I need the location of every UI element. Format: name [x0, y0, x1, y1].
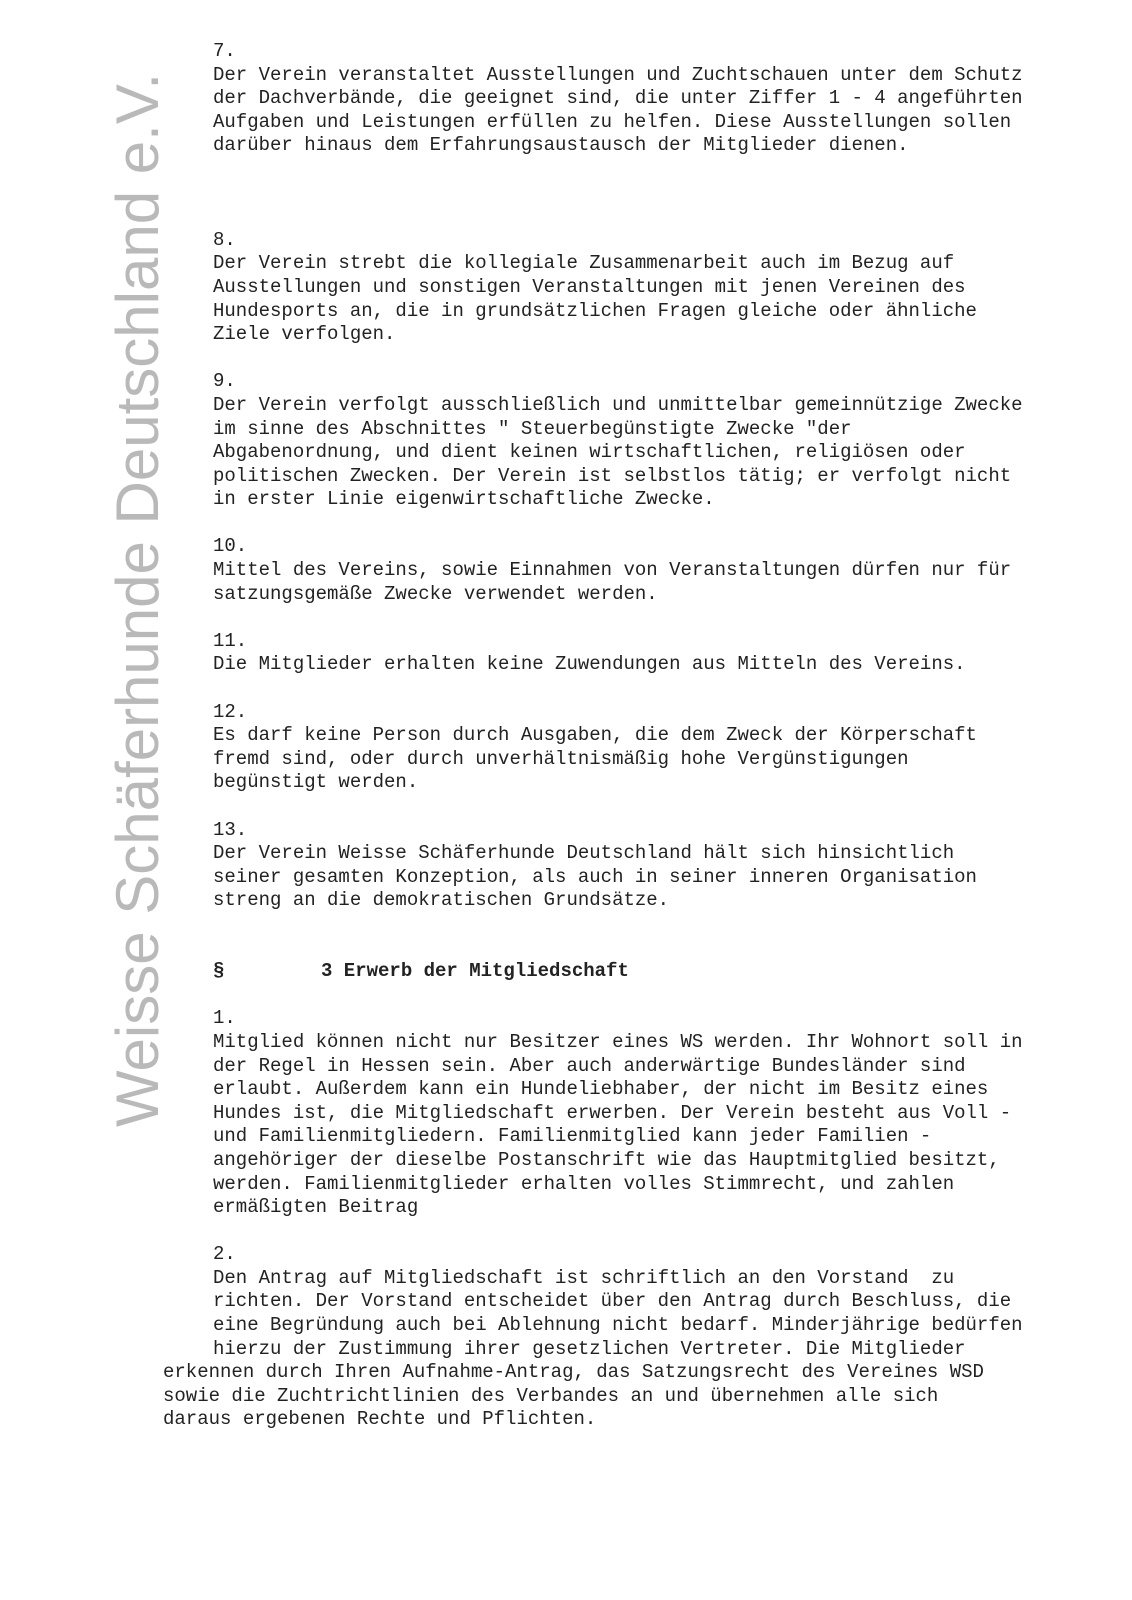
- text-line: begünstigt werden.: [213, 771, 419, 794]
- text-line: erkennen durch Ihren Aufnahme-Antrag, das Satzungsrecht des Vereines WSD: [163, 1361, 984, 1384]
- paragraph-2: [163, 1243, 1103, 1432]
- text-line: Mitglied können nicht nur Besitzer eines WS werden. Ihr Wohnort soll in: [213, 1030, 1023, 1053]
- text-line: Der Verein strebt die kollegiale Zusammenarbeit auch im Bezug auf: [213, 252, 955, 275]
- text-line: Es darf keine Person durch Ausgaben, die dem Zweck der Körperschaft: [213, 724, 977, 747]
- text-line: der Regel in Hessen sein. Aber auch anderwärtige Bundesländer sind: [213, 1054, 966, 1077]
- section-11: [213, 630, 1103, 677]
- text-line: richten. Der Vorstand entscheidet über den Antrag durch Beschluss, die: [213, 1290, 1012, 1313]
- text-line: sowie die Zuchtrichtlinien des Verbandes an und übernehmen alle sich: [163, 1384, 939, 1407]
- text-line: daraus ergebenen Rechte und Pflichten.: [163, 1408, 597, 1431]
- section-number: 8.: [213, 228, 236, 251]
- watermark-vertical: Weisse Schäferhunde Deutschland e.V.: [104, 73, 171, 1128]
- paragraph-1: [213, 1007, 1103, 1219]
- text-line: Der Verein verfolgt ausschließlich und unmittelbar gemeinnützige Zwecke: [213, 393, 1023, 416]
- text-line: Ziele verfolgen.: [213, 323, 396, 346]
- text-line: ermäßigten Beitrag: [213, 1196, 419, 1219]
- section-number: 1.: [213, 1007, 236, 1030]
- text-line: Hundesports an, die in grundsätzlichen Fragen gleiche oder ähnliche: [213, 299, 977, 322]
- text-line: politischen Zwecken. Der Verein ist selbstlos tätig; er verfolgt nicht: [213, 464, 1012, 487]
- text-line: im sinne des Abschnittes " Steuerbegünstigte Zwecke "der: [213, 417, 852, 440]
- section-number: 7.: [213, 40, 236, 62]
- section-heading: [213, 960, 1103, 984]
- section-number: 9.: [213, 370, 236, 393]
- text-line: darüber hinaus dem Erfahrungsaustausch der Mitglieder dienen.: [213, 134, 909, 157]
- section-number: 2.: [213, 1243, 236, 1266]
- text-line: Hundes ist, die Mitgliedschaft erwerben. Der Verein besteht aus Voll -: [213, 1101, 1012, 1124]
- text-line: werden. Familienmitglieder erhalten volles Stimmrecht, und zahlen: [213, 1172, 955, 1195]
- section-8: [213, 229, 1103, 347]
- document-body: [163, 40, 1103, 1432]
- text-line: in erster Linie eigenwirtschaftliche Zwecke.: [213, 488, 715, 511]
- text-line: Ausstellungen und sonstigen Veranstaltungen mit jenen Vereinen des: [213, 275, 966, 298]
- section-number: 11.: [213, 629, 248, 652]
- paragraph-symbol: §: [213, 960, 225, 983]
- text-line: angehöriger der dieselbe Postanschrift wie das Hauptmitglied besitzt,: [213, 1148, 1000, 1171]
- heading-title: 3 Erwerb der Mitgliedschaft: [321, 960, 629, 983]
- section-9: [213, 370, 1103, 512]
- text-line: Der Verein Weisse Schäferhunde Deutschland hält sich hinsichtlich: [213, 842, 955, 865]
- text-line: streng an die demokratischen Grundsätze.: [213, 889, 670, 912]
- text-line: eine Begründung auch bei Ablehnung nicht bedarf. Minderjährige bedürfen: [213, 1314, 1023, 1337]
- text-line: der Dachverbände, die geeignet sind, die unter Ziffer 1 - 4 angeführten: [213, 87, 1023, 110]
- text-line: Mittel des Vereins, sowie Einnahmen von Veranstaltungen dürfen nur für: [213, 559, 1012, 582]
- section-10: [213, 535, 1103, 606]
- section-13: [213, 819, 1103, 913]
- text-line: Die Mitglieder erhalten keine Zuwendungen aus Mitteln des Vereins.: [213, 653, 966, 676]
- text-line: seiner gesamten Konzeption, als auch in seiner inneren Organisation: [213, 865, 977, 888]
- section-12: [213, 701, 1103, 795]
- section-number: 12.: [213, 700, 248, 723]
- text-line: Den Antrag auf Mitgliedschaft ist schriftlich an den Vorstand zu: [213, 1266, 955, 1289]
- section-number: 13.: [213, 818, 248, 841]
- text-line: erlaubt. Außerdem kann ein Hundeliebhaber, der nicht im Besitz eines: [213, 1078, 989, 1101]
- text-line: Aufgaben und Leistungen erfüllen zu helfen. Diese Ausstellungen sollen: [213, 110, 1012, 133]
- section-number: 10.: [213, 535, 248, 558]
- text-line: satzungsgemäße Zwecke verwendet werden.: [213, 582, 658, 605]
- text-line: Abgabenordnung, und dient keinen wirtschaftlichen, religiösen oder: [213, 441, 966, 464]
- text-line: fremd sind, oder durch unverhältnismäßig hohe Vergünstigungen: [213, 747, 909, 770]
- text-line: und Familienmitgliedern. Familienmitglied kann jeder Familien -: [213, 1125, 932, 1148]
- section-7: [213, 40, 1103, 158]
- text-line: Der Verein veranstaltet Ausstellungen und Zuchtschauen unter dem Schutz: [213, 63, 1023, 86]
- text-line: hierzu der Zustimmung ihrer gesetzlichen Vertreter. Die Mitglieder: [213, 1337, 966, 1360]
